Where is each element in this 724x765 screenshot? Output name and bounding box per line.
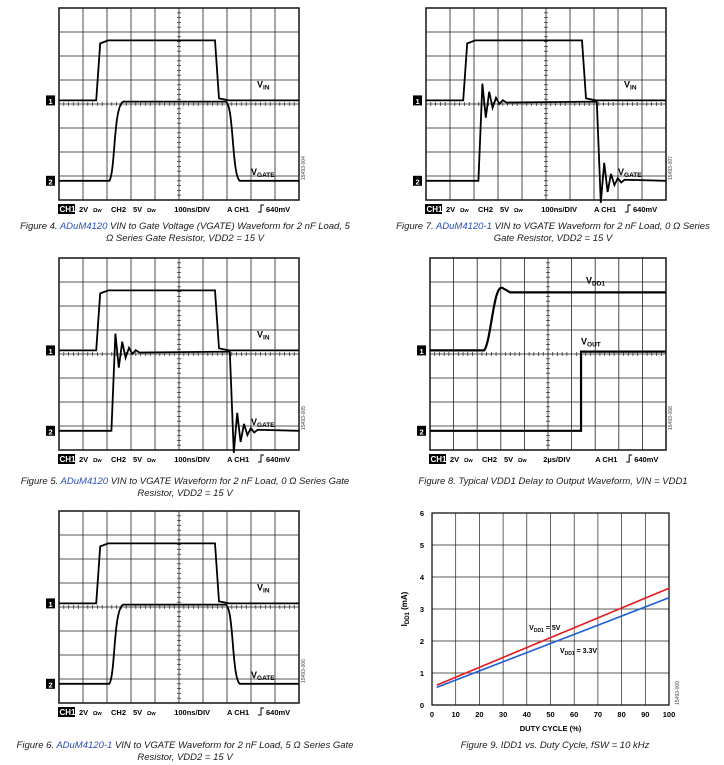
ch1-unit: Ωw: [93, 458, 102, 464]
ch1-unit: Ωw: [464, 458, 473, 464]
channel-marker-label: 1: [419, 346, 424, 356]
y-tick-label: 5: [419, 541, 424, 550]
status-bar: [58, 707, 290, 717]
channel-marker-label: 1: [48, 346, 53, 356]
rising-edge-icon: [258, 708, 264, 715]
figure-5-caption: [15, 476, 355, 500]
caption-prefix: Figure 5.: [20, 476, 61, 487]
figure-7-caption: [388, 221, 718, 245]
product-link[interactable]: ADuM4120: [60, 476, 109, 487]
caption-text: VIN to VGATE Waveform for 2 nF Load, 0 Ω Series Gate Resistor, VDD2 = 15 V: [108, 476, 350, 499]
x-tick-label: 0: [429, 710, 435, 719]
rising-edge-icon: [626, 455, 632, 462]
trigger-level: 640mV: [634, 455, 659, 464]
rising-edge-icon: [258, 205, 264, 212]
ch2-unit: Ωw: [518, 458, 527, 464]
scope-plot: [400, 252, 700, 482]
trigger-source: A CH1: [227, 205, 250, 214]
ch1-label: CH1: [430, 455, 447, 464]
figure-8-caption: [388, 476, 718, 488]
scope-plot: [33, 252, 323, 482]
ch1-label: CH1: [59, 708, 76, 717]
scope-figure-4: [33, 0, 323, 235]
scope-figure-6: [33, 505, 323, 740]
y-tick-label: 6: [419, 509, 424, 518]
ch1-trace-label: $V_{IN}$: [257, 582, 270, 595]
ch2-scale: 5V: [500, 205, 510, 214]
x-tick-label: 80: [617, 710, 626, 719]
ch2-label: CH2: [111, 205, 127, 214]
product-link[interactable]: ADuM4120: [59, 221, 108, 232]
status-bar: [58, 204, 290, 214]
series-line-vdd1-5v: [437, 588, 669, 685]
ch1-scale: 2V: [446, 205, 456, 214]
trigger-source: A CH1: [595, 455, 618, 464]
ch2-scale: 5V: [133, 455, 143, 464]
ch1-trace-label: $V_{IN}$: [257, 329, 270, 342]
caption-text: VIN to VGATE Waveform for 2 nF Load, 5 Ω Series Gate Resistor, VDD2 = 15 V: [112, 740, 354, 763]
x-tick-label: 40: [522, 710, 531, 719]
figure-id: 15493-006: [301, 659, 307, 683]
figure-9-caption: [420, 740, 690, 752]
caption-prefix: Figure 8. Typical VDD1 Delay to Output Waveform, VIN = VDD1: [418, 476, 688, 487]
ch2-trace-label: $V_{OUT}$: [581, 336, 601, 349]
trigger-source: A CH1: [227, 455, 250, 464]
caption-prefix: Figure 7.: [396, 221, 436, 232]
figure-id: 15493-004: [301, 156, 307, 180]
ch1-label: CH1: [59, 455, 76, 464]
product-link[interactable]: ADuM4120-1: [435, 221, 492, 232]
trigger-level: 640mV: [266, 455, 291, 464]
x-tick-label: 10: [451, 710, 460, 719]
ch2-label: CH2: [482, 455, 498, 464]
caption-text: VIN to Gate Voltage (VGATE) Waveform for 2 nF Load, 5 Ω Series Gate Resistor, VDD2 = 15 V: [106, 221, 350, 244]
ch1-scale: 2V: [450, 455, 460, 464]
y-tick-label: 4: [419, 573, 424, 582]
caption-text: Figure 9. IDD1 vs. Duty Cycle, fSW = 10 kHz: [460, 740, 650, 751]
ch2-scale: 5V: [133, 205, 143, 214]
status-bar: [58, 454, 290, 464]
figure-6-caption: [15, 740, 355, 764]
ch1-scale: 2V: [79, 708, 89, 717]
y-axis-title: $I_{DD1}$ (mA): [400, 591, 411, 627]
status-bar: [429, 454, 658, 464]
ch2-trace-label: $V_{GATE}$: [251, 166, 275, 179]
ch1-unit: Ωw: [93, 208, 102, 214]
ch2-label: CH2: [478, 205, 494, 214]
channel-marker-label: 1: [48, 599, 53, 609]
x-tick-label: 30: [498, 710, 508, 719]
ch2-trace-label: $V_{GATE}$: [251, 669, 275, 682]
ch1-trace-label: $V_{IN}$: [624, 79, 637, 92]
ch1-unit: Ωw: [93, 711, 102, 717]
channel-marker-label: 2: [419, 427, 424, 437]
scope-figure-8: [400, 252, 700, 482]
channel-marker-label: 2: [48, 427, 53, 437]
caption-text: VIN to VGATE Waveform for 2 nF Load, 0 Ω Series Gate Resistor, VDD2 = 15 V: [491, 221, 710, 244]
ch2-unit: Ωw: [147, 458, 156, 464]
ch2-unit: Ωw: [514, 208, 523, 214]
scope-figure-7: [400, 0, 700, 235]
y-tick-label: 3: [419, 605, 424, 614]
y-tick-label: 2: [419, 637, 424, 646]
x-tick-label: 20: [475, 710, 484, 719]
ch2-label: CH2: [111, 708, 127, 717]
channel-marker-label: 2: [48, 680, 53, 690]
channel-marker-label: 2: [415, 177, 420, 187]
timebase: 100ns/DIV: [174, 205, 211, 214]
ch2-scale: 5V: [504, 455, 514, 464]
figure-4-caption: [20, 221, 350, 245]
line-chart: [395, 505, 715, 740]
channel-marker-label: 1: [415, 96, 420, 106]
scope-plot: [400, 0, 700, 235]
trigger-level: 640mV: [633, 205, 658, 214]
x-tick-label: 50: [546, 710, 555, 719]
status-bar: [425, 204, 657, 214]
channel-marker-label: 1: [48, 96, 53, 106]
ch2-label: CH2: [111, 455, 127, 464]
x-tick-label: 90: [641, 710, 650, 719]
trigger-level: 640mV: [266, 708, 291, 717]
series-label-5v: $V_{DD1} = 5V$: [529, 624, 561, 634]
ch2-unit: Ωw: [147, 711, 156, 717]
channel-marker-label: 2: [48, 177, 53, 187]
ch1-trace-label: $V_{DD1}$: [586, 275, 606, 288]
ch2-scale: 5V: [133, 708, 143, 717]
product-link[interactable]: ADuM4120-1: [56, 740, 113, 751]
ch1-trace-label: $V_{IN}$: [257, 79, 270, 92]
ch2-trace-label: $V_{GATE}$: [618, 166, 642, 179]
ch2-trace-label: $V_{GATE}$: [251, 416, 275, 429]
ch1-scale: 2V: [79, 205, 89, 214]
ch2-unit: Ωw: [147, 208, 156, 214]
series-line-vdd1-3v3: [437, 598, 669, 688]
scope-plot: [33, 0, 323, 235]
x-tick-label: 60: [570, 710, 579, 719]
rising-edge-icon: [258, 455, 264, 462]
ch1-unit: Ωw: [460, 208, 469, 214]
caption-prefix: Figure 6.: [16, 740, 57, 751]
ch1-label: CH1: [426, 205, 443, 214]
scope-figure-5: [33, 252, 323, 482]
figure-id: 15493-009: [675, 681, 681, 705]
x-axis-title: DUTY CYCLE (%): [519, 724, 582, 733]
idd1-vs-duty-cycle-chart: [395, 505, 715, 740]
y-tick-label: 0: [419, 701, 424, 710]
scope-plot: [33, 505, 323, 740]
timebase: 2µs/DIV: [543, 455, 571, 464]
timebase: 100ns/DIV: [541, 205, 578, 214]
ch1-scale: 2V: [79, 455, 89, 464]
x-tick-label: 70: [593, 710, 603, 719]
y-tick-label: 1: [419, 669, 424, 678]
ch1-label: CH1: [59, 205, 76, 214]
series-label-3v3: $V_{DD1} = 3.3V$: [559, 648, 598, 658]
figure-id: 15493-008: [668, 406, 674, 430]
timebase: 100ns/DIV: [174, 455, 211, 464]
timebase: 100ns/DIV: [174, 708, 211, 717]
x-tick-label: 100: [662, 710, 676, 719]
trigger-source: A CH1: [227, 708, 250, 717]
trigger-level: 640mV: [266, 205, 291, 214]
caption-prefix: Figure 4.: [20, 221, 60, 232]
figure-id: 15493-005: [301, 406, 307, 430]
trigger-source: A CH1: [594, 205, 617, 214]
rising-edge-icon: [625, 205, 631, 212]
figure-id: 15493-007: [668, 156, 674, 180]
